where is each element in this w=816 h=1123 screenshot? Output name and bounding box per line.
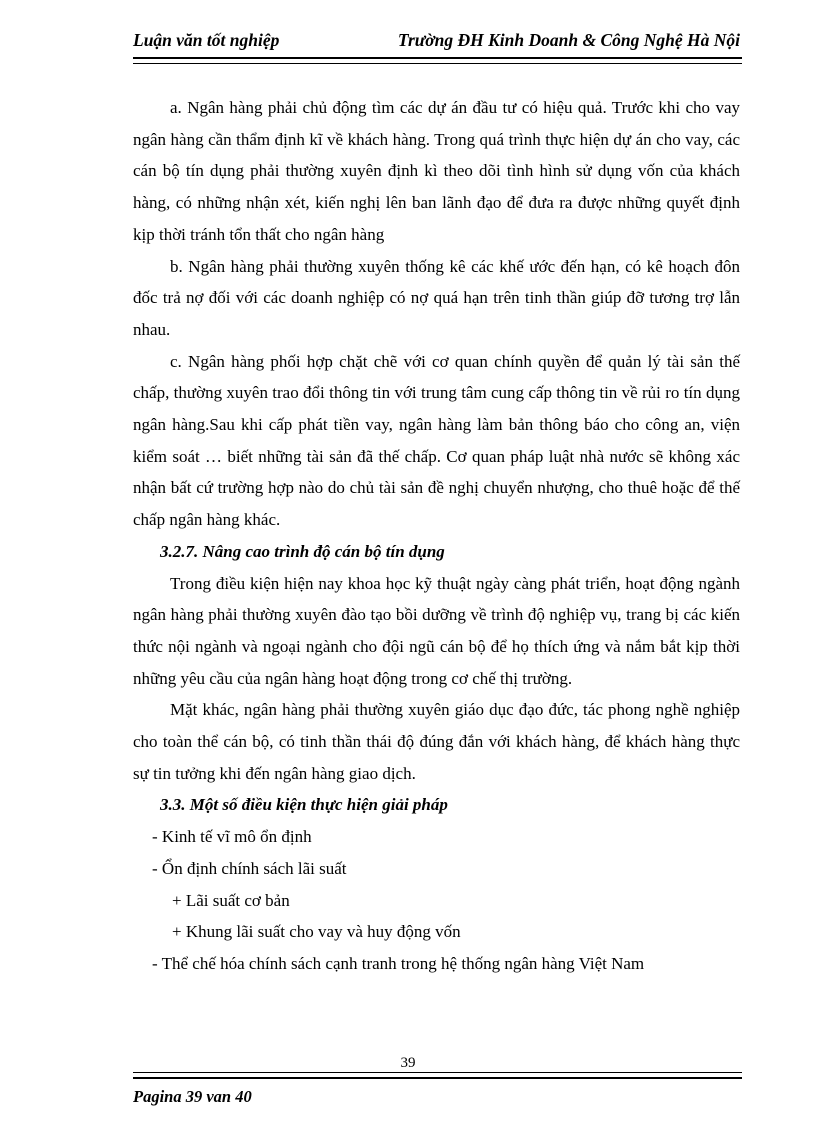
- paragraph-c: c. Ngân hàng phối hợp chặt chẽ với cơ quan chính quyền để quản lý tài sản thế chấp, thường xuyên trao đổi thông tin với trung tâm cung cấp thông tin về rủi ro tín dụng ngân hàng.Sau khi cấp phát tiền vay, ngân hàng làm bản thông báo cho công an, viện kiểm soát … biết những tài sản đã thế chấp. Cơ quan pháp luật nhà nước sẽ không xác nhận bất cứ trường hợp nào do chủ tài sản đề nghị chuyển nhượng, cho thuê hoặc để thế chấp ngân hàng khác.: [133, 351, 740, 530]
- section-heading-3-3: 3.3. Một số điều kiện thực hiện giải pháp: [160, 795, 448, 815]
- list-item: + Khung lãi suất cho vay và huy động vốn: [172, 922, 461, 942]
- section-heading-3-2-7: 3.2.7. Nâng cao trình độ cán bộ tín dụng: [160, 541, 445, 561]
- document-body: [133, 92, 740, 980]
- list-item: - Ổn định chính sách lãi suất: [152, 858, 347, 878]
- paragraph-b: b. Ngân hàng phải thường xuyên thống kê các khế ước đến hạn, có kê hoạch đôn đốc trả nợ đối với các doanh nghiệp có nợ quá hạn trên tinh thần giúp đỡ tương trợ lẫn nhau.: [133, 256, 740, 339]
- list-item: + Lãi suất cơ bản: [172, 890, 290, 910]
- page-footer: [133, 1087, 740, 1107]
- header-left-title: Luận văn tốt nghiệp: [133, 30, 280, 50]
- page-number: 39: [400, 1055, 416, 1071]
- header-divider: [133, 57, 742, 64]
- header-right-title: Trường ĐH Kinh Doanh & Công Nghệ Hà Nội: [397, 30, 740, 50]
- list-item: - Thể chế hóa chính sách cạnh tranh trong hệ thống ngân hàng Việt Nam: [152, 953, 645, 973]
- page-header: [0, 0, 816, 57]
- footer-divider: [133, 1072, 742, 1079]
- list-item: - Kinh tế vĩ mô ổn định: [152, 827, 312, 847]
- paragraph: Trong điều kiện hiện nay khoa học kỹ thuật ngày càng phát triển, hoạt động ngành ngân hàng phải thường xuyên đào tạo bồi dưỡng về trình độ nghiệp vụ, trang bị các kiến thức nội ngành và ngoại ngành cho đội ngũ cán bộ để họ thích ứng và nắm bắt kịp thời những yêu cầu của ngân hàng hoạt động trong cơ chế thị trường.: [133, 573, 740, 688]
- paragraph: Mặt khác, ngân hàng phải thường xuyên giáo dục đạo đức, tác phong nghề nghiệp cho toàn thể cán bộ, có tinh thần thái độ đúng đắn với khách hàng, để khách hàng thực sự tin tưởng khi đến ngân hàng giao dịch.: [133, 700, 740, 783]
- footer-page-label: Pagina 39 van 40: [133, 1087, 252, 1106]
- paragraph-a: a. Ngân hàng phải chủ động tìm các dự án đầu tư có hiệu quả. Trước khi cho vay ngân hàng cần thẩm định kĩ về khách hàng. Trong quá trình thực hiện dự án cho vay, các cán bộ tín dụng phải thường xuyên định kì theo dõi tình hình sử dụng vốn của khách hàng, có những nhận xét, kiến nghị lên ban lãnh đạo để đưa ra được những quyết định kịp thời tránh tổn thất cho ngân hàng: [133, 98, 740, 244]
